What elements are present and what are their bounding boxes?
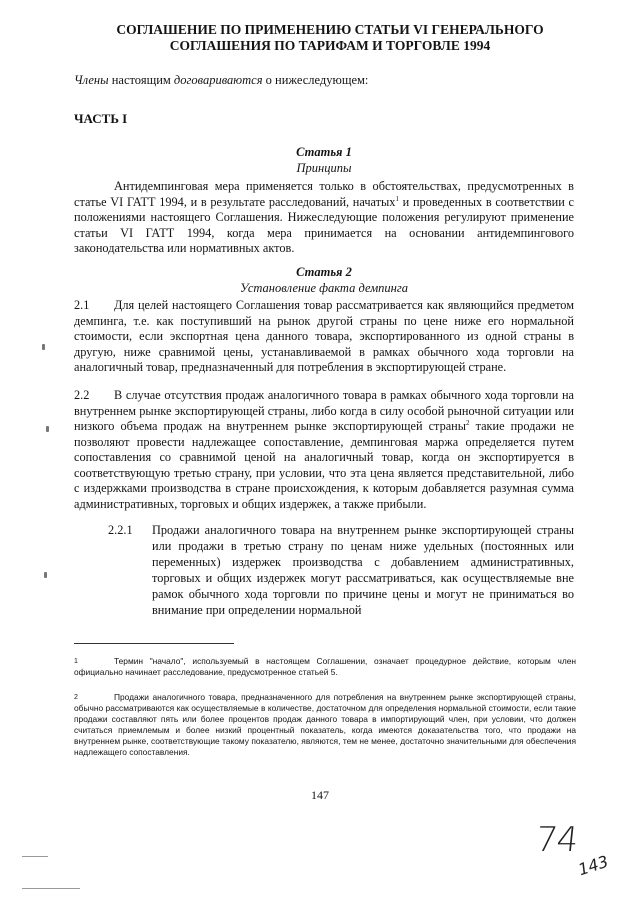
handwritten-number: 74 xyxy=(533,820,580,860)
article-1-title: Принципы xyxy=(296,161,352,175)
footnote-1-mark: 1 xyxy=(74,658,78,665)
scan-mark xyxy=(22,888,80,889)
document-title xyxy=(60,22,600,54)
article-1-number: Статья 1 xyxy=(296,145,352,159)
article-1-text: Антидемпинговая мера применяется только в обстоятельствах, предусмотренных в статье VI ГАТТ 1994, и в результате расследований, начатых$^1$ и проведенных в соответствии с положениями настоящего Соглашения. Нижеследующие положения регулируют применение статьи VI ГАТТ 1994, когда мера принимается на основании антидемпингового законодательства или нормативных актов. xyxy=(74,179,574,255)
handwritten-corner-number: 143 xyxy=(575,851,611,880)
article-2-number: Статья 2 xyxy=(296,265,352,279)
part-heading: ЧАСТЬ I xyxy=(74,111,128,126)
title-line-1: СОГЛАШЕНИЕ ПО ПРИМЕНЕНИЮ СТАТЬИ VI ГЕНЕРАЛЬНОГО xyxy=(116,22,544,37)
page-number: 147 xyxy=(311,788,329,802)
scan-mark xyxy=(22,856,48,857)
paragraph-2-2-1-number: 2.2.1 xyxy=(108,523,133,537)
footnote-2-mark: 2 xyxy=(74,694,78,701)
intro-text-1: настоящим xyxy=(108,73,174,87)
footnote-2: 2 Продажи аналогичного товара, предназначенного для потребления на внутреннем рынке экспортирующей страны, обычно рассматриваются как осуществляемые в количестве, достаточном для определения нормальной стоимости, если такие продажи составляют пять или более процентов продаж данного товара в импортирующий член, при условии, что должен считаться приемлемым и более низкий процентный показатель, когда имеются доказательства того, что продажи на внутреннем рынке, соответствующие такому показателю, являются, тем не менее, достаточно значительными для обеспечения надлежащего сопоставления. xyxy=(74,692,576,757)
intro-sentence xyxy=(74,72,368,88)
footnote-1: 1 Термин "начало", используемый в настоящем Соглашении, означает процедурное действие, которым член официально начинает расследование, предусмотренное статьей 5. xyxy=(74,656,576,677)
scan-mark xyxy=(42,344,45,350)
paragraph-2-1-number: 2.1 xyxy=(74,298,90,312)
scan-mark xyxy=(46,426,49,432)
intro-agree: договариваются xyxy=(173,73,263,87)
paragraph-2-2-1: 2.2.1 Продажи аналогичного товара на внутреннем рынке экспортирующей страны или продажи в третью страну по ценам ниже удельных (постоянных или переменных) издержек производства с добавлением административных, торговых и общих издержек могут рассматриваться, как осуществляемые вне рамок обычного хода торговли по причине цены и могут не приниматься во внимание при определении нормальной xyxy=(108,523,574,617)
scan-mark xyxy=(44,572,47,578)
article-2-title: Установление факта демпинга xyxy=(240,281,408,295)
footnote-divider xyxy=(74,643,234,644)
paragraph-2-2: 2.2 В случае отсутствия продаж аналогичного товара в рамках обычного хода торговли на внутреннем рынке экспортирующей страны, либо когда в силу особой рыночной ситуации или низкого объема продаж на внутреннем рынке экспортирующей страны$^2$ такие продажи не позволяют провести надлежащее сопоставление, демпинговая маржа определяется путем сопоставления со сравнимой ценой на аналогичный товар, когда он экспортируется в соответствующую третью страну, при условии, что эта цена является представительной, либо с издержками производства в стране происхождения, к которым добавляется разумная сумма административных, торговых и общих издержек, а также прибыли. xyxy=(74,388,574,511)
footnote-ref-2[interactable]: 2 xyxy=(466,418,470,427)
intro-members: Члены xyxy=(74,73,109,87)
intro-text-2: о нижеследующем: xyxy=(262,73,369,87)
footnote-ref-1[interactable]: 1 xyxy=(395,194,399,203)
paragraph-2-2-number: 2.2 xyxy=(74,388,90,402)
paragraph-2-1: 2.1 Для целей настоящего Соглашения товар рассматривается как являющийся предметом демпинга, т.е. как поступивший на рынок другой страны по цене ниже его нормальной стоимости, если экспортная цена данного товара, экспортированного из одной страны в другую, ниже сравнимой цены, устанавливаемой в рамках обычного хода торговли на аналогичный товар, предназначенный для потребления в экспортирующей стране. xyxy=(74,298,574,374)
title-line-2: СОГЛАШЕНИЯ ПО ТАРИФАМ И ТОРГОВЛЕ 1994 xyxy=(169,38,491,53)
